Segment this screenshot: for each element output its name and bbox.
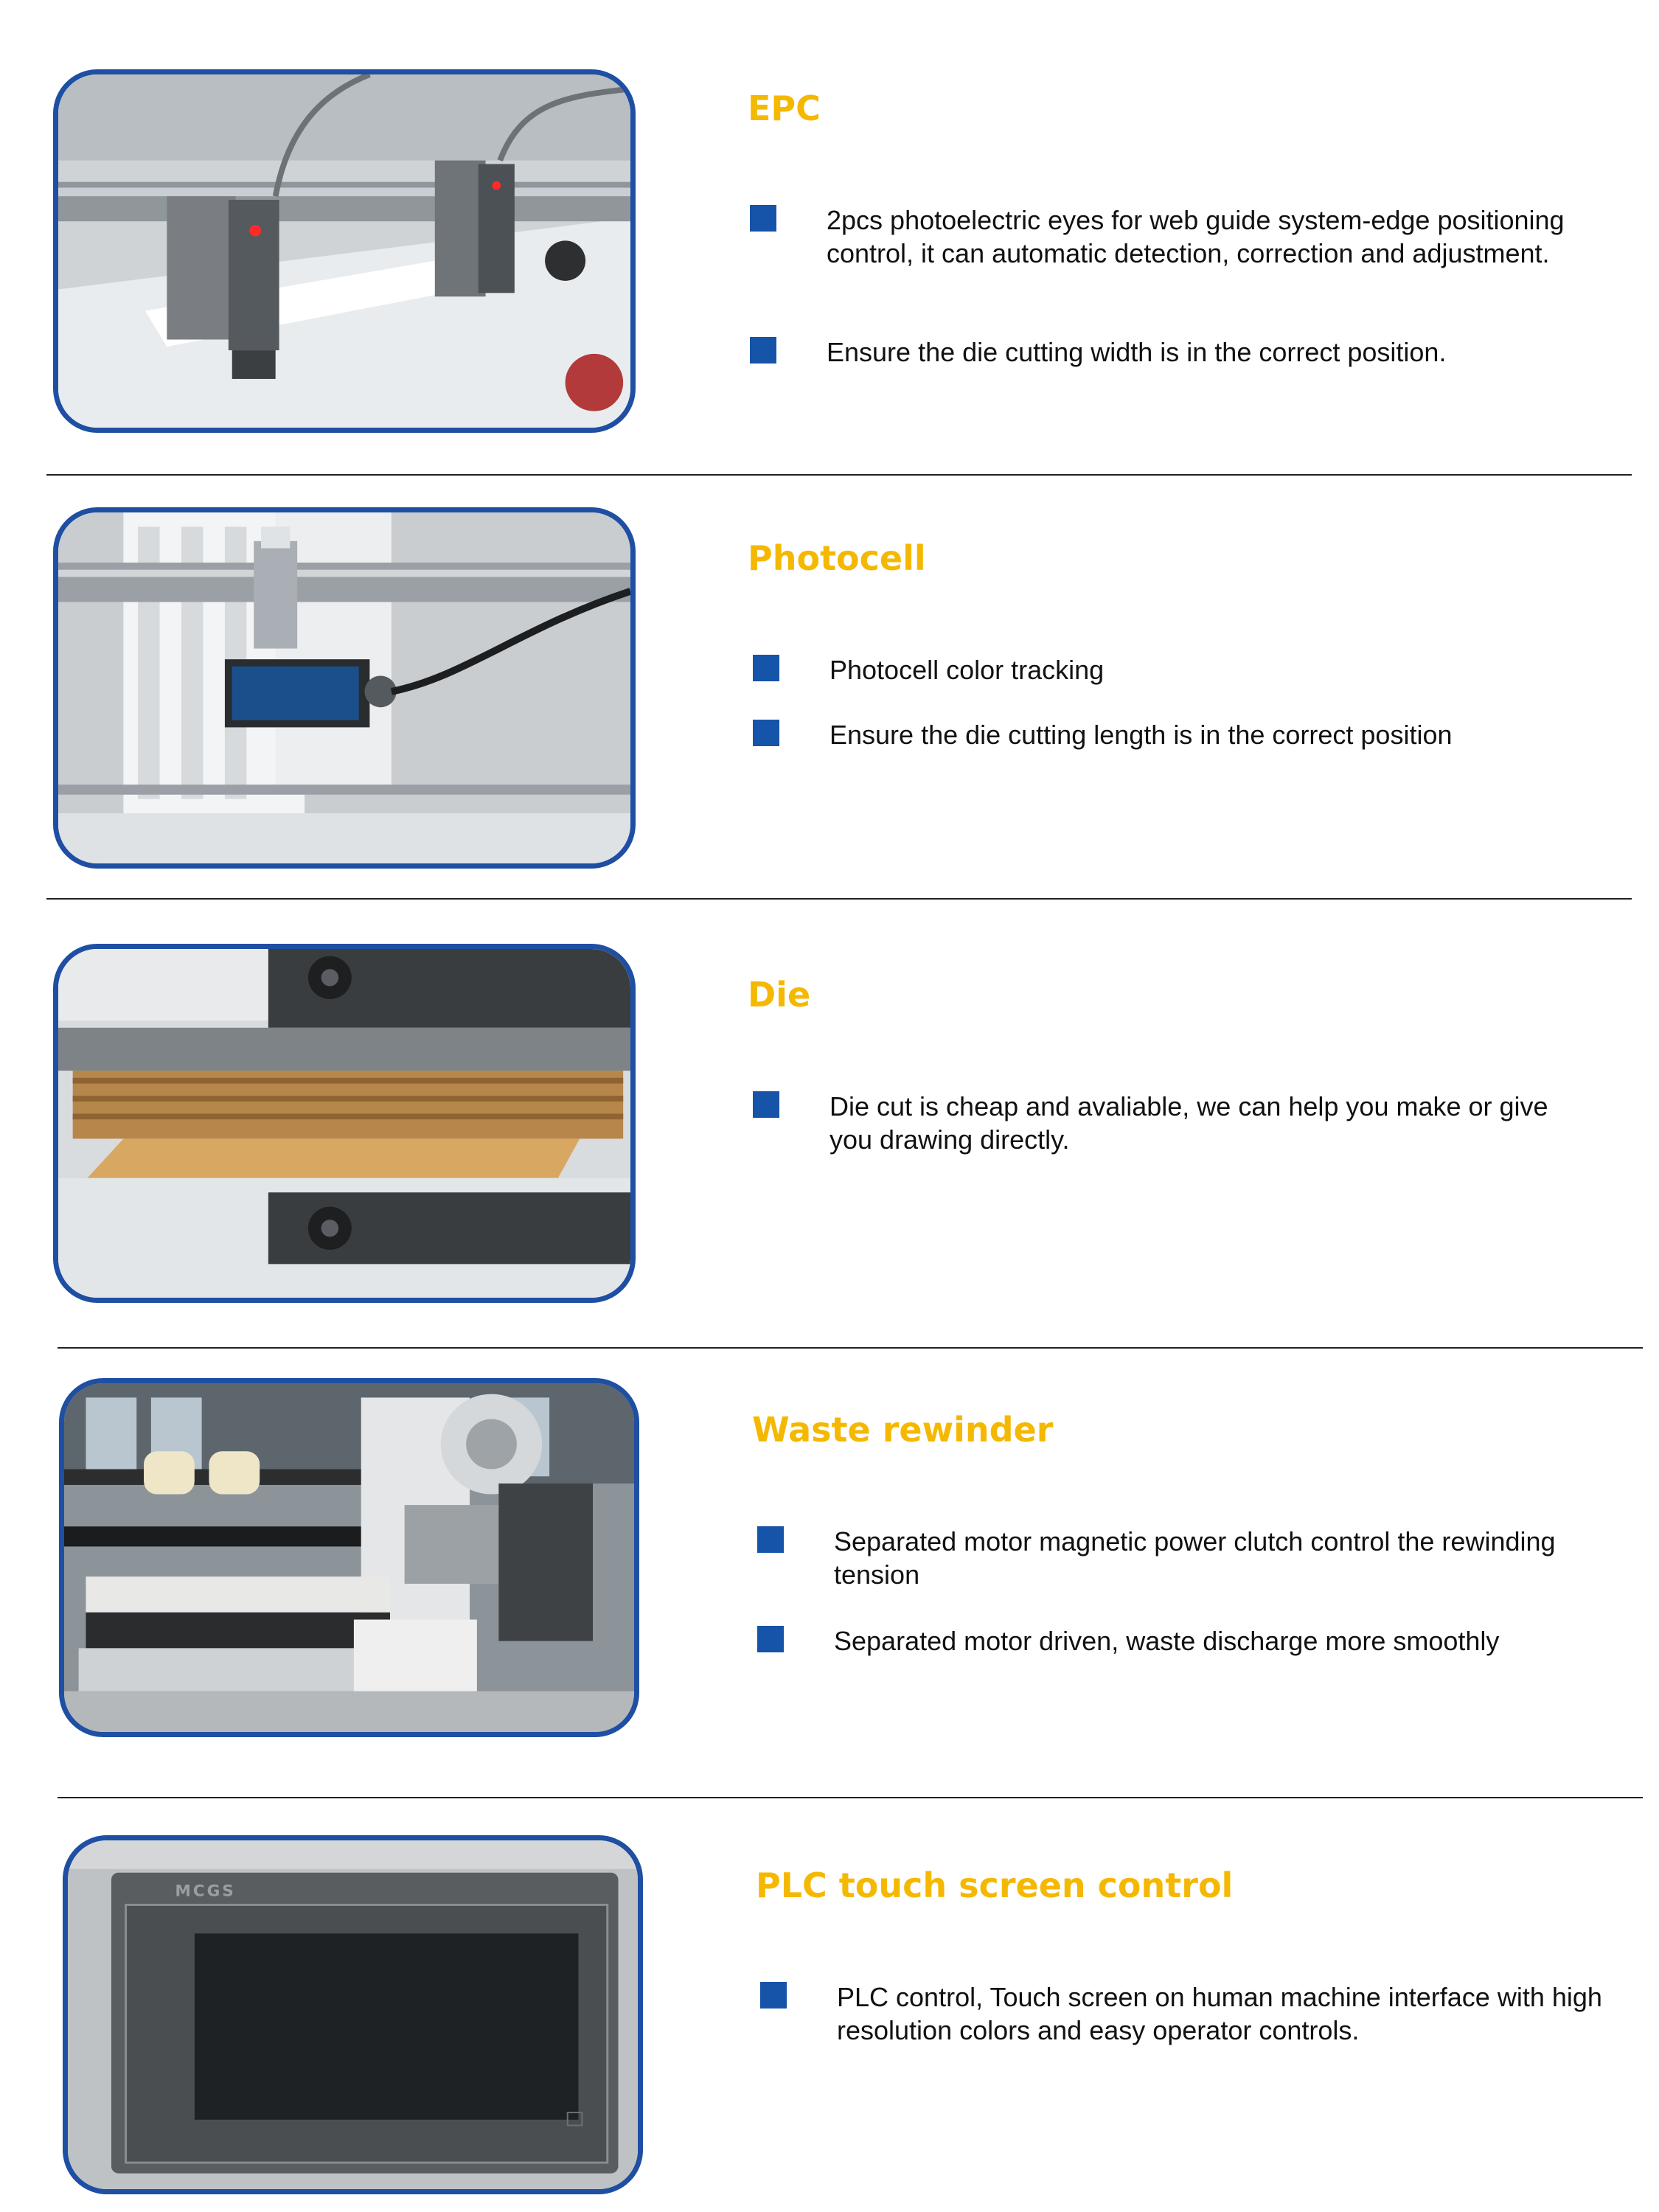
section-title: Waste rewinder xyxy=(752,1410,1054,1450)
section-divider xyxy=(58,1797,1643,1798)
photocell-photo xyxy=(53,507,636,869)
die-photo xyxy=(53,944,636,1303)
section-divider xyxy=(58,1347,1643,1349)
bullet-square-icon xyxy=(760,1982,787,2008)
bullet-text: Die cut is cheap and avaliable, we can help you make or give you drawing directly. xyxy=(830,1091,1548,1155)
bullet-square-icon xyxy=(757,1526,784,1553)
section-divider xyxy=(46,474,1632,476)
bullet-text: Ensure the die cutting length is in the correct position xyxy=(830,720,1453,750)
section-divider xyxy=(46,898,1632,900)
bullet-square-icon xyxy=(753,1091,779,1118)
waste-rewinder-photo xyxy=(59,1378,639,1737)
bullet-square-icon xyxy=(753,720,779,746)
bullet-text: PLC control, Touch screen on human machine interface with high resolution colors and easy operator controls. xyxy=(837,1982,1602,2045)
bullet-square-icon xyxy=(757,1626,784,1652)
plc-touch-screen-photo xyxy=(63,1835,643,2194)
bullet-text: Ensure the die cutting width is in the correct position. xyxy=(827,337,1447,367)
screen-brand-label: MCGS xyxy=(175,1882,236,1901)
epc-sensor-photo xyxy=(53,69,636,433)
section-title: EPC xyxy=(748,88,821,128)
bullet-square-icon xyxy=(750,205,776,232)
bullet-square-icon xyxy=(750,337,776,364)
bullet-square-icon xyxy=(753,655,779,681)
bullet-text: Separated motor driven, waste discharge more smoothly xyxy=(834,1626,1500,1656)
section-title: PLC touch screen control xyxy=(756,1865,1234,1905)
bullet-text: Photocell color tracking xyxy=(830,655,1105,685)
bullet-text: 2pcs photoelectric eyes for web guide system-edge positioning control, it can automatic detection, correction and adjustment. xyxy=(827,205,1565,268)
section-title: Die xyxy=(748,975,811,1015)
bullet-text: Separated motor magnetic power clutch control the rewinding tension xyxy=(834,1526,1556,1590)
section-title: Photocell xyxy=(748,538,926,578)
